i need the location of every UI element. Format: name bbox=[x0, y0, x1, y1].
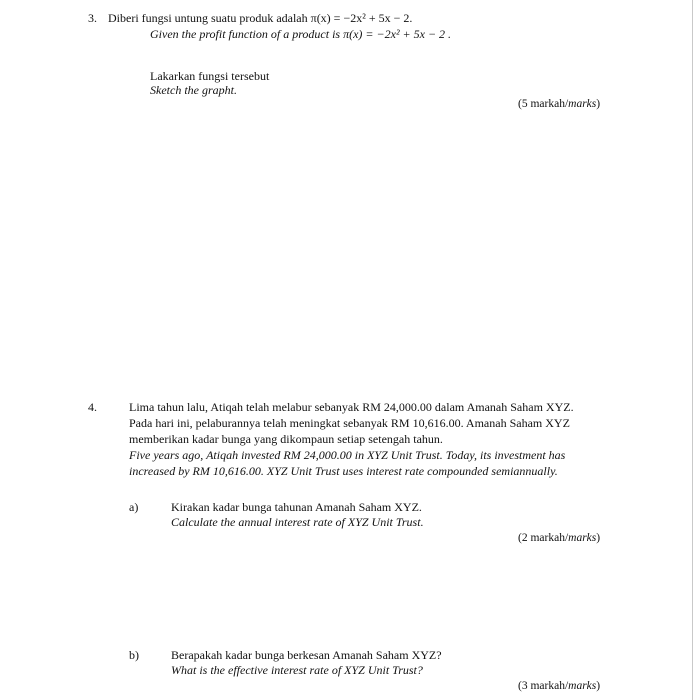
q4-english-line-1: Five years ago, Atiqah invested RM 24,000.00 in XYZ Unit Trust. Today, its investment has bbox=[129, 448, 566, 462]
q3-marks-close: ) bbox=[596, 98, 601, 110]
q4a-label: a) bbox=[129, 500, 139, 514]
q4b-marks-malay: (3 markah/ bbox=[518, 680, 569, 692]
q4a-english: Calculate the annual interest rate of XYZ Unit Trust. bbox=[171, 515, 424, 529]
q4a-marks-malay: (2 markah/ bbox=[518, 532, 569, 544]
q4-malay-line-1: Lima tahun lalu, Atiqah telah melabur sebanyak RM 24,000.00 dalam Amanah Saham XYZ. bbox=[129, 400, 574, 414]
q4b-marks-close: ) bbox=[596, 680, 601, 692]
q4a-malay: Kirakan kadar bunga tahunan Amanah Saham XYZ. bbox=[171, 500, 422, 514]
q4a-marks-close: ) bbox=[596, 532, 601, 544]
q4a-marks-english: marks bbox=[568, 532, 597, 544]
q4b-malay: Berapakah kadar bunga berkesan Amanah Saham XYZ? bbox=[171, 648, 442, 662]
q4-number: 4. bbox=[88, 400, 97, 414]
q4a-marks bbox=[518, 531, 600, 546]
q3-task-english: Sketch the grapht. bbox=[150, 83, 237, 97]
q4b-marks bbox=[518, 679, 600, 694]
q4-malay-line-2: Pada hari ini, pelaburannya telah meningkat sebanyak RM 10,616.00. Amanah Saham XYZ bbox=[129, 416, 570, 430]
q3-number: 3. bbox=[88, 11, 97, 25]
q3-task-malay: Lakarkan fungsi tersebut bbox=[150, 69, 270, 83]
q3-english-text: Given the profit function of a product is π(x) = −2x² + 5x − 2 . bbox=[150, 27, 452, 41]
q4-malay-line-3: memberikan kadar bunga yang dikompaun setiap setengah tahun. bbox=[129, 432, 443, 446]
q4b-marks-english: marks bbox=[568, 680, 597, 692]
page-edge bbox=[692, 0, 693, 700]
q3-marks-english: marks bbox=[568, 98, 597, 110]
q3-marks-malay: (5 markah/ bbox=[518, 98, 569, 110]
q3-marks bbox=[518, 97, 600, 112]
q4-english-line-2: increased by RM 10,616.00. XYZ Unit Trust uses interest rate compounded semiannually. bbox=[129, 464, 558, 478]
q4b-english: What is the effective interest rate of XYZ Unit Trust? bbox=[171, 663, 423, 677]
q4b-label: b) bbox=[129, 648, 139, 662]
q3-malay-text: Diberi fungsi untung suatu produk adalah π(x) = −2x² + 5x − 2. bbox=[108, 11, 413, 25]
